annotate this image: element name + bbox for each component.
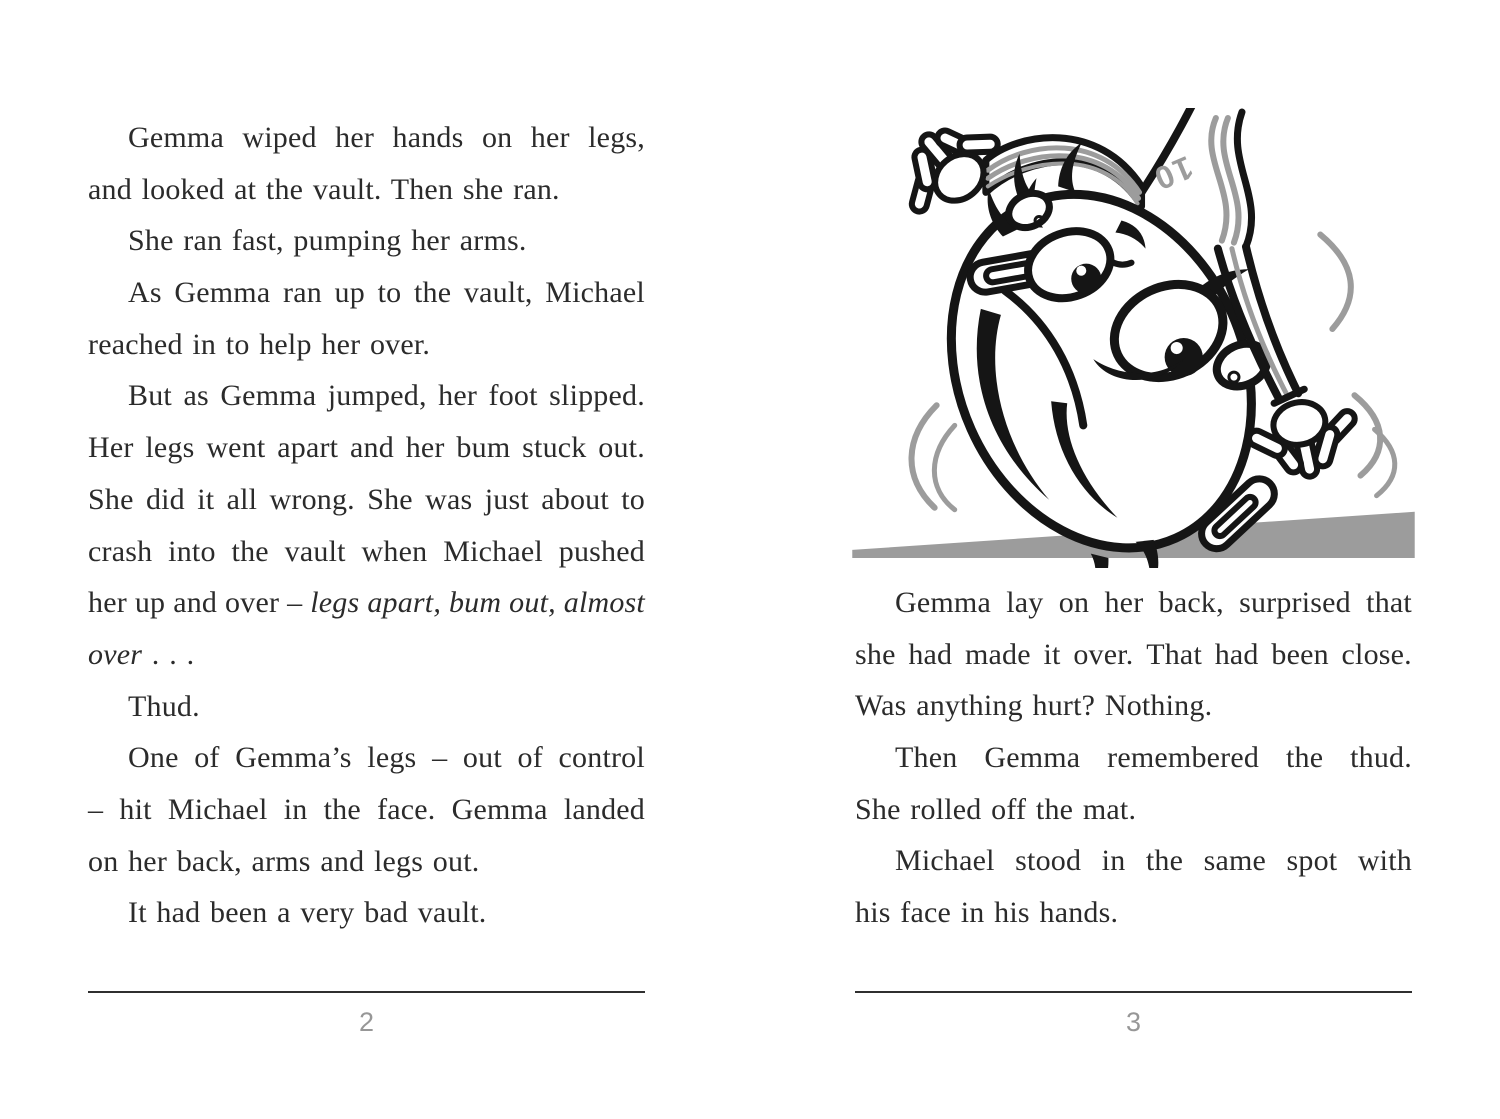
right-footer-rule	[855, 991, 1412, 993]
word: lay	[1006, 586, 1044, 619]
word: same	[1203, 844, 1267, 878]
word: of	[517, 741, 543, 775]
word: that	[1366, 586, 1412, 619]
word: Michael	[545, 276, 645, 310]
word: her	[1104, 586, 1144, 619]
left-page-number: 2	[358, 1007, 375, 1037]
word: been	[1271, 637, 1329, 671]
word: Gemma	[895, 586, 991, 619]
word: Gemma	[128, 121, 224, 154]
word: –	[432, 741, 448, 775]
word: bum	[448, 586, 502, 620]
text-segment: It had been a very bad vault.	[128, 896, 487, 930]
text-segment: Thud.	[128, 689, 200, 723]
word: legs,	[588, 121, 645, 154]
word: ran	[283, 276, 322, 310]
word: in	[283, 792, 308, 826]
text-segment: on her back, arms and legs out.	[88, 844, 480, 878]
word: vault	[284, 534, 346, 568]
word: Gemma’s	[235, 741, 352, 775]
word: stuck	[522, 431, 587, 465]
word: it	[1043, 637, 1061, 671]
word: crash	[88, 534, 153, 568]
word: Then	[895, 741, 958, 775]
word: surprised	[1239, 586, 1351, 619]
text-line	[88, 112, 645, 164]
word: the	[231, 534, 269, 568]
text-line	[88, 836, 645, 888]
text-line	[88, 577, 645, 629]
text-line	[88, 629, 645, 681]
word: was	[425, 482, 473, 516]
word: landed	[563, 792, 645, 826]
text-segment: . . .	[142, 637, 195, 671]
word: That	[1146, 637, 1202, 671]
word: Michael	[167, 792, 268, 826]
word: when	[361, 534, 428, 568]
word: legs	[310, 586, 360, 620]
text-line	[855, 577, 1412, 629]
text-segment: and looked at the vault. Then she ran.	[88, 172, 560, 206]
word: with	[1357, 844, 1412, 878]
word: legs	[367, 741, 417, 775]
word: apart	[277, 431, 339, 465]
word: about	[541, 482, 609, 516]
word: over	[225, 586, 280, 620]
word: out	[462, 741, 502, 775]
word: had	[908, 637, 953, 671]
left-page-text	[88, 112, 645, 939]
word: to	[621, 482, 645, 516]
text-line	[855, 835, 1412, 887]
word: –	[88, 792, 104, 826]
word: went	[206, 431, 266, 465]
word: just	[484, 482, 529, 516]
text-line	[88, 732, 645, 784]
word: her	[88, 586, 127, 620]
word: Gemma	[451, 792, 548, 826]
word: into	[168, 534, 216, 568]
text-segment: She ran fast, pumping her arms.	[128, 224, 527, 258]
word: wiped	[242, 121, 317, 154]
text-line	[88, 422, 645, 474]
word: pushed	[558, 534, 645, 568]
word: As	[128, 276, 162, 310]
word: she	[855, 637, 896, 671]
hand-lower-right	[1241, 391, 1368, 488]
word: in	[1101, 844, 1126, 878]
word: vault,	[463, 276, 533, 310]
word: her	[438, 379, 478, 413]
text-line	[88, 784, 645, 836]
word: over.	[1073, 637, 1134, 671]
word: wrong.	[269, 482, 355, 516]
word: bum	[456, 431, 511, 465]
text-segment: over	[88, 637, 143, 671]
word: it	[197, 482, 215, 516]
text-line	[88, 215, 645, 267]
word: her	[530, 121, 570, 154]
word: spot	[1286, 844, 1338, 878]
word: She	[367, 482, 413, 516]
word: slipped.	[549, 379, 645, 413]
text-line	[88, 370, 645, 422]
word: –	[287, 586, 303, 620]
word: stood	[1015, 844, 1082, 878]
word: Her	[88, 431, 134, 465]
word: out,	[509, 586, 556, 620]
word: But	[128, 379, 172, 413]
word: hit	[119, 792, 152, 826]
word: hands	[392, 121, 464, 154]
text-segment: Was anything hurt? Nothing.	[855, 689, 1213, 723]
word: and	[350, 431, 394, 465]
word: on	[481, 121, 513, 154]
word: remembered	[1107, 741, 1260, 775]
text-line	[855, 887, 1412, 939]
text-line	[88, 887, 645, 939]
word: control	[558, 741, 645, 775]
word: her	[405, 431, 445, 465]
right-page-number: 3	[1125, 1007, 1142, 1037]
word: One	[128, 741, 179, 775]
word: out.	[598, 431, 645, 465]
text-line	[88, 681, 645, 733]
text-line	[855, 680, 1412, 732]
right-page-text	[855, 577, 1412, 939]
word: up	[334, 276, 365, 310]
text-segment: his face in his hands.	[855, 896, 1119, 930]
word: the	[413, 276, 452, 310]
word: made	[964, 637, 1031, 671]
text-line	[88, 164, 645, 216]
word: of	[194, 741, 220, 775]
word: Michael	[895, 844, 995, 878]
word: Michael	[443, 534, 543, 568]
word: to	[377, 276, 402, 310]
text-line	[88, 267, 645, 319]
text-segment: reached in to help her over.	[88, 327, 431, 361]
word: Gemma	[220, 379, 317, 413]
word: her	[335, 121, 375, 154]
text-line	[855, 629, 1412, 681]
word: on	[1058, 586, 1090, 619]
word: had	[1214, 637, 1259, 671]
text-line	[88, 526, 645, 578]
word: did	[145, 482, 185, 516]
word: close.	[1341, 637, 1412, 671]
word: She	[88, 482, 134, 516]
text-line	[88, 319, 645, 371]
word: the	[1145, 844, 1184, 878]
word: foot	[488, 379, 538, 413]
word: Gemma	[984, 741, 1081, 775]
text-line	[88, 474, 645, 526]
word: back,	[1158, 586, 1224, 619]
word: all	[226, 482, 258, 516]
word: and	[173, 586, 218, 620]
word: thud.	[1350, 741, 1412, 775]
word: jumped,	[327, 379, 427, 413]
word: legs	[145, 431, 195, 465]
word: up	[134, 586, 166, 620]
striped-ribbon	[1211, 112, 1251, 247]
tumbling-girl-illustration	[852, 108, 1415, 568]
word: almost	[563, 586, 645, 620]
text-line	[855, 784, 1412, 836]
text-line	[855, 732, 1412, 784]
word: as	[183, 379, 209, 413]
word: face.	[377, 792, 436, 826]
text-segment: She rolled off the mat.	[855, 792, 1137, 826]
word: Gemma	[174, 276, 271, 310]
bib-number: 10	[1147, 149, 1199, 198]
word: apart,	[367, 586, 442, 620]
word: the	[1285, 741, 1324, 775]
left-footer-rule	[88, 991, 645, 993]
word: the	[323, 792, 361, 826]
